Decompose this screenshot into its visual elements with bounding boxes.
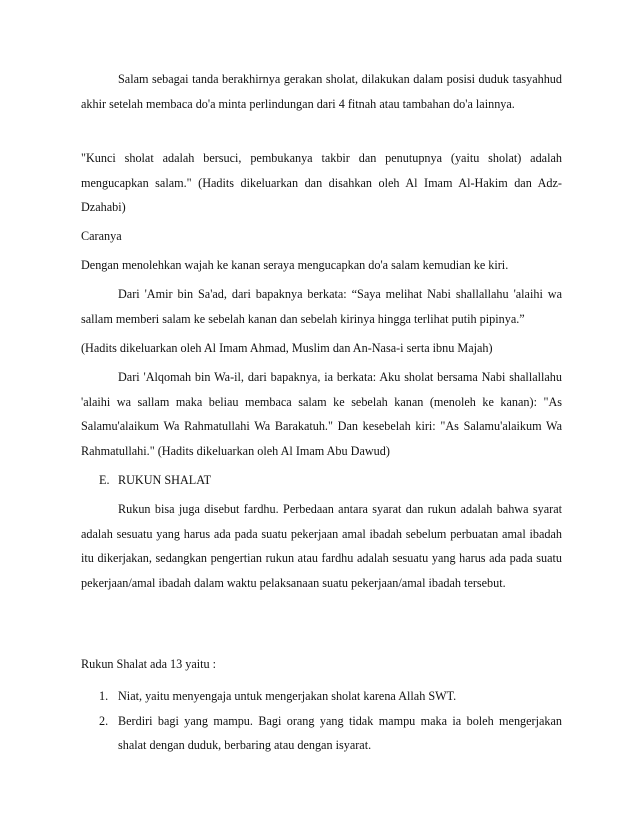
section-title: RUKUN SHALAT <box>118 473 212 487</box>
list-text: Berdiri bagi yang mampu. Bagi orang yang tidak mampu maka ia boleh mengerjakan shalat dengan duduk, berbaring atau dengan isyarat. <box>118 713 562 752</box>
paragraph-cara-salam: Dengan menolehkan wajah ke kanan seraya mengucapkan do'a salam kemudian ke kiri. <box>81 258 509 272</box>
paragraph-hadith-kunci-sholat: "Kunci sholat adalah bersuci, pembukanya takbir dan penutupnya (yaitu sholat) adalah mengucapkan salam." (Hadits dikeluarkan dan disahkan oleh Al Imam Al-Hakim dan Adz-Dzahabi) <box>81 151 562 214</box>
list-number: 2. <box>99 713 109 728</box>
list-text: Niat, yaitu menyengaja untuk mengerjakan sholat karena Allah SWT. <box>118 689 457 703</box>
paragraph-salam-intro: Salam sebagai tanda berakhirnya gerakan sholat, dilakukan dalam posisi duduk tasyahhud akhir setelah membaca do'a minta perlindungan dari 4 fitnah atau tambahan do'a lainnya. <box>81 72 562 111</box>
paragraph-hadith-source: (Hadits dikeluarkan oleh Al Imam Ahmad, Muslim dan An-Nasa-i serta ibnu Majah) <box>81 341 493 355</box>
list-item <box>81 709 562 758</box>
paragraph-caranya: Caranya <box>81 229 122 243</box>
section-heading-rukun-shalat <box>99 468 211 493</box>
list-item <box>81 684 562 709</box>
paragraph-rukun-count: Rukun Shalat ada 13 yaitu : <box>81 657 217 671</box>
list-number: 1. <box>99 689 109 703</box>
paragraph-hadith-alqomah: Dari 'Alqomah bin Wa-il, dari bapaknya, ia berkata: Aku sholat bersama Nabi shallallahu 'alaihi wa sallam maka beliau membaca salam ke sebelah kanan (menoleh ke kanan): "As Salamu'alaikum Wa Rahmatullahi Wa Barakatuh." Dan kesebelah kiri: "As Salamu'alaikum Wa Rahmatullahi." (Hadits dikeluarkan oleh Al Imam Abu Dawud) <box>81 370 562 458</box>
section-marker: E. <box>99 473 110 487</box>
rukun-list <box>81 684 562 758</box>
paragraph-rukun-definition: Rukun bisa juga disebut fardhu. Perbedaan antara syarat dan rukun adalah bahwa syarat adalah sesuatu yang harus ada pada suatu pekerjaan amal ibadah sebelum perbuatan amal ibadah itu dikerjakan, sedangkan pengertian rukun atau fardhu adalah sesuatu yang harus ada pada suatu pekerjaan/amal ibadah dalam waktu pelaksanaan suatu pekerjaan/amal ibadah tersebut. <box>81 502 562 590</box>
paragraph-hadith-amir: Dari 'Amir bin Sa'ad, dari bapaknya berkata: “Saya melihat Nabi shallallahu 'alaihi wa sallam memberi salam ke sebelah kanan dan sebelah kirinya hingga terlihat putih pipinya.” <box>81 287 562 326</box>
